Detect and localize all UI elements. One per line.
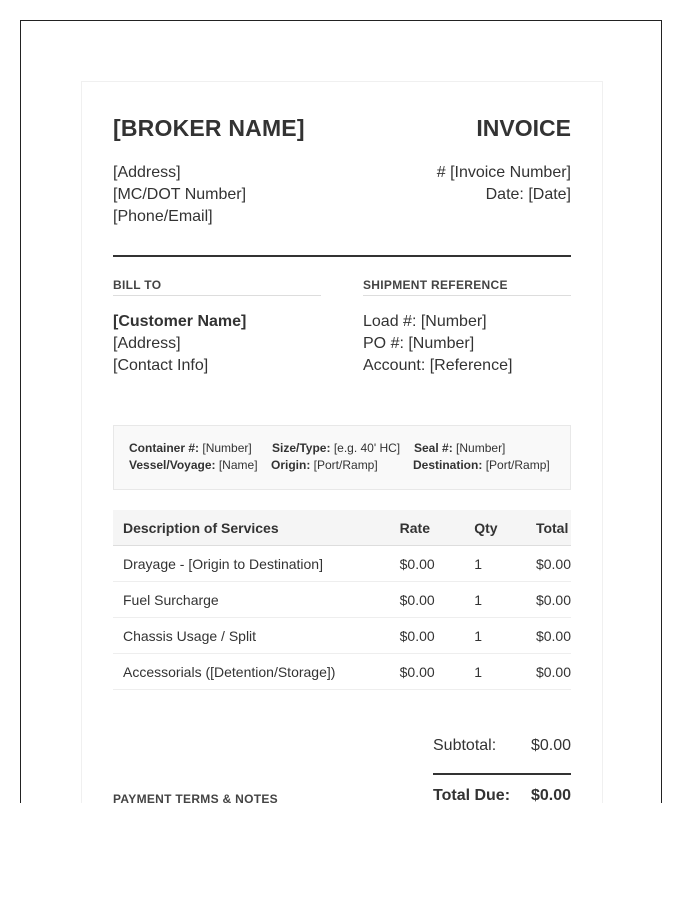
service-total: $0.00 xyxy=(526,582,571,618)
customer-contact: [Contact Info] xyxy=(113,357,209,374)
total-due-value: $0.00 xyxy=(530,787,571,803)
seal-number-label: Seal #: xyxy=(414,441,453,455)
service-rate: $0.00 xyxy=(390,654,465,690)
service-description: Chassis Usage / Split xyxy=(113,618,390,654)
invoice-meta xyxy=(437,162,571,206)
invoice-sheet xyxy=(81,81,603,803)
po-number: PO #: [Number] xyxy=(363,335,475,352)
shipment-reference-details xyxy=(363,311,512,377)
service-qty: 1 xyxy=(464,654,526,690)
size-type-label: Size/Type: xyxy=(272,441,331,455)
service-description: Accessorials ([Detention/Storage]) xyxy=(113,654,390,690)
total-due-label: Total Due: xyxy=(433,787,511,803)
size-type xyxy=(272,441,400,455)
customer-name: [Customer Name] xyxy=(113,313,247,330)
size-type-value: [e.g. 40' HC] xyxy=(333,441,401,455)
vessel-voyage-label: Vessel/Voyage: xyxy=(129,458,216,472)
origin-label: Origin: xyxy=(271,458,311,472)
table-row xyxy=(113,654,571,690)
service-total: $0.00 xyxy=(526,618,571,654)
customer-address: [Address] xyxy=(113,335,181,352)
account-reference: Account: [Reference] xyxy=(363,357,513,374)
container-number-value: [Number] xyxy=(202,441,252,455)
service-qty: 1 xyxy=(464,582,526,618)
service-description: Drayage - [Origin to Destination] xyxy=(113,546,390,582)
vessel-voyage xyxy=(129,458,258,472)
header-divider xyxy=(113,255,571,257)
invoice-title: INVOICE xyxy=(476,115,571,141)
broker-contact: [Phone/Email] xyxy=(113,208,213,225)
seal-number-value: [Number] xyxy=(456,441,506,455)
broker-mc-dot: [MC/DOT Number] xyxy=(113,186,247,203)
column-header-description: Description of Services xyxy=(113,510,390,546)
container-number-label: Container #: xyxy=(129,441,200,455)
service-qty: 1 xyxy=(464,546,526,582)
service-rate: $0.00 xyxy=(390,618,465,654)
broker-address: [Address] xyxy=(113,164,181,181)
column-header-rate: Rate xyxy=(390,510,465,546)
load-number: Load #: [Number] xyxy=(363,313,487,330)
broker-details xyxy=(113,162,246,228)
bill-to-details xyxy=(113,311,246,377)
services-table xyxy=(113,510,571,690)
table-row xyxy=(113,582,571,618)
subtotal-label: Subtotal: xyxy=(433,737,497,754)
subtotal-value: $0.00 xyxy=(530,737,571,754)
destination-label: Destination: xyxy=(413,458,483,472)
vessel-voyage-value: [Name] xyxy=(218,458,258,472)
service-description: Fuel Surcharge xyxy=(113,582,390,618)
service-total: $0.00 xyxy=(526,546,571,582)
document-viewport xyxy=(20,20,662,803)
table-header-row xyxy=(113,510,571,546)
shipment-reference-heading: SHIPMENT REFERENCE xyxy=(363,278,571,296)
column-header-qty: Qty xyxy=(464,510,526,546)
service-rate: $0.00 xyxy=(390,582,465,618)
destination xyxy=(413,458,550,472)
container-info-box xyxy=(113,425,571,490)
service-rate: $0.00 xyxy=(390,546,465,582)
destination-value: [Port/Ramp] xyxy=(485,458,550,472)
container-number xyxy=(129,441,252,455)
payment-terms-heading: PAYMENT TERMS & NOTES xyxy=(113,792,278,803)
table-row xyxy=(113,618,571,654)
service-qty: 1 xyxy=(464,618,526,654)
totals-divider xyxy=(433,773,571,775)
invoice-number: # [Invoice Number] xyxy=(436,164,571,181)
broker-name: [BROKER NAME] xyxy=(113,115,305,141)
origin-value: [Port/Ramp] xyxy=(313,458,378,472)
seal-number xyxy=(414,441,505,455)
service-total: $0.00 xyxy=(526,654,571,690)
bill-to-heading: BILL TO xyxy=(113,278,321,296)
column-header-total: Total xyxy=(526,510,571,546)
origin xyxy=(271,458,378,472)
invoice-date: Date: [Date] xyxy=(485,186,571,203)
table-row xyxy=(113,546,571,582)
